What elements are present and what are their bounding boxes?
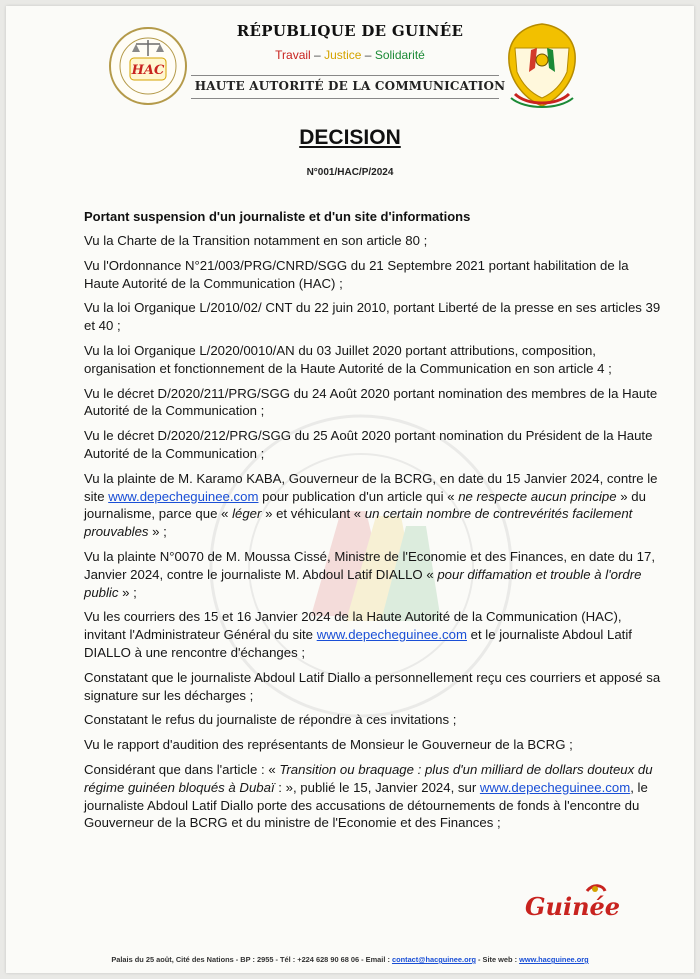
paragraph: Constatant le refus du journaliste de répondre à ces invitations ; <box>84 712 457 728</box>
header-rule-bottom <box>191 98 499 99</box>
paragraph: Constatant que le journaliste Abdoul Latif Diallo a personnellement reçu ces courriers et apposé sa signature sur les décharges ; <box>84 669 661 703</box>
document-page <box>6 6 694 973</box>
header-rule-top <box>191 75 499 76</box>
paragraph-text: Considérant que dans l'article : « <box>84 761 280 777</box>
motto-justice: Justice <box>324 48 362 62</box>
motto-travail: Travail <box>275 48 311 62</box>
hac-logo-text: HAC <box>131 63 165 78</box>
paragraph: Vu la loi Organique L/2010/02/ CNT du 22 juin 2010, portant Liberté de la presse en ses articles 39 et 40 ; <box>84 300 661 334</box>
guinee-logo-text: Guinée <box>525 892 621 921</box>
site-link[interactable]: www.depecheguinee.com <box>316 627 467 643</box>
paragraph-text: : », publié le 15, Janvier 2024, sur <box>274 779 480 795</box>
quote-text: un certain nombre de contrevérités facilement prouvables <box>84 506 633 540</box>
quote-text: Transition ou braquage : plus d'un milliard de dollars douteux du régime guinéen bloqués à Dubaï <box>84 761 653 795</box>
paragraph-text: » ; <box>148 524 167 540</box>
decision-subject: Portant suspension d'un journaliste et d'un site d'informations <box>84 209 471 224</box>
decision-reference: N°001/HAC/P/2024 <box>306 167 394 178</box>
paragraph-text: » et véhiculant « <box>261 506 365 522</box>
motto-separator: – <box>314 48 321 62</box>
quote-text: léger <box>232 506 262 522</box>
paragraph: Vu la Charte de la Transition notamment en son article 80 ; <box>84 233 428 248</box>
guinee-brand-logo-icon <box>521 881 621 921</box>
paragraph <box>84 548 664 601</box>
paragraph: Vu l'Ordonnance N°21/003/PRG/CNRD/SGG du 21 Septembre 2021 portant habilitation de la Haute Autorité de la Communication (HAC) ; <box>84 257 629 291</box>
site-link[interactable]: www.depecheguinee.com <box>479 779 631 795</box>
footer-email-link[interactable]: contact@hacguinee.org <box>391 955 476 964</box>
page-footer <box>6 955 694 964</box>
paragraph: Vu le rapport d'audition des représentants de Monsieur le Gouverneur de la BCRG ; <box>84 737 573 753</box>
quote-text: ne respecte aucun principe <box>458 488 617 504</box>
paragraph-text: , le journaliste Abdoul Latif Diallo porte des accusations de détournements de fonds à l'encontre du Gouverneur de la BCRG et du ministre de l'Economie et des Finances ; <box>84 779 648 831</box>
paragraph-text: » ; <box>118 584 137 600</box>
paragraph: Vu le décret D/2020/212/PRG/SGG du 25 Août 2020 portant nomination du Président de la Haute Autorité de la Communication ; <box>84 428 653 461</box>
paragraph-text: pour publication d'un article qui « <box>258 488 459 504</box>
paragraph-text: Vu les courriers des 15 et 16 Janvier 2024 de la Haute Autorité de la Communication (HAC), invitant l'Administrateur Général du site <box>84 609 622 643</box>
footer-address: Palais du 25 août, Cité des Nations - BP : 2955 - Tél : +224 628 90 68 06 - Email : <box>111 955 392 964</box>
decision-body <box>84 232 664 839</box>
country-title: RÉPUBLIQUE DE GUINÉE <box>236 22 464 40</box>
paragraph <box>84 608 664 661</box>
motto-separator: – <box>364 48 372 62</box>
site-link[interactable]: www.depecheguinee.com <box>108 488 259 504</box>
paragraph-text: et le journaliste Abdoul Latif DIALLO à une rencontre d'échanges ; <box>84 627 632 660</box>
motto-solidarite: Solidarité <box>374 48 425 62</box>
national-motto <box>6 48 694 62</box>
paragraph: Vu la loi Organique L/2020/0010/AN du 03 Juillet 2020 portant attributions, composition, organisation et fonctionnement de la Haute Autorité de la Communication en son article 4 ; <box>84 342 612 376</box>
paragraph <box>84 761 664 832</box>
document-heading: DECISION <box>299 126 401 149</box>
paragraph-text: » du journalisme, parce que « <box>84 488 646 522</box>
paragraph: Vu le décret D/2020/211/PRG/SGG du 24 Août 2020 portant nomination des membres de la Haute Autorité de la Communication ; <box>84 385 658 419</box>
footer-web-label: - Site web : <box>475 955 520 964</box>
paragraph-text: Vu la plainte N°0070 de M. Moussa Cissé, Ministre de l'Economie et des Finances, en date du 17, Janvier 2024, contre le journaliste M. Abdoul Latif DIALLO « <box>84 548 656 582</box>
paragraph <box>84 470 664 541</box>
paragraph-text: Vu la plainte de M. Karamo KABA, Gouverneur de la BCRG, en date du 15 Janvier 2024, contre le site <box>84 470 658 504</box>
quote-text: pour diffamation et trouble à l'ordre public <box>84 566 642 600</box>
authority-name: HAUTE AUTORITÉ DE LA COMMUNICATION <box>194 79 506 93</box>
footer-website-link[interactable]: www.hacguinee.org <box>519 955 589 964</box>
